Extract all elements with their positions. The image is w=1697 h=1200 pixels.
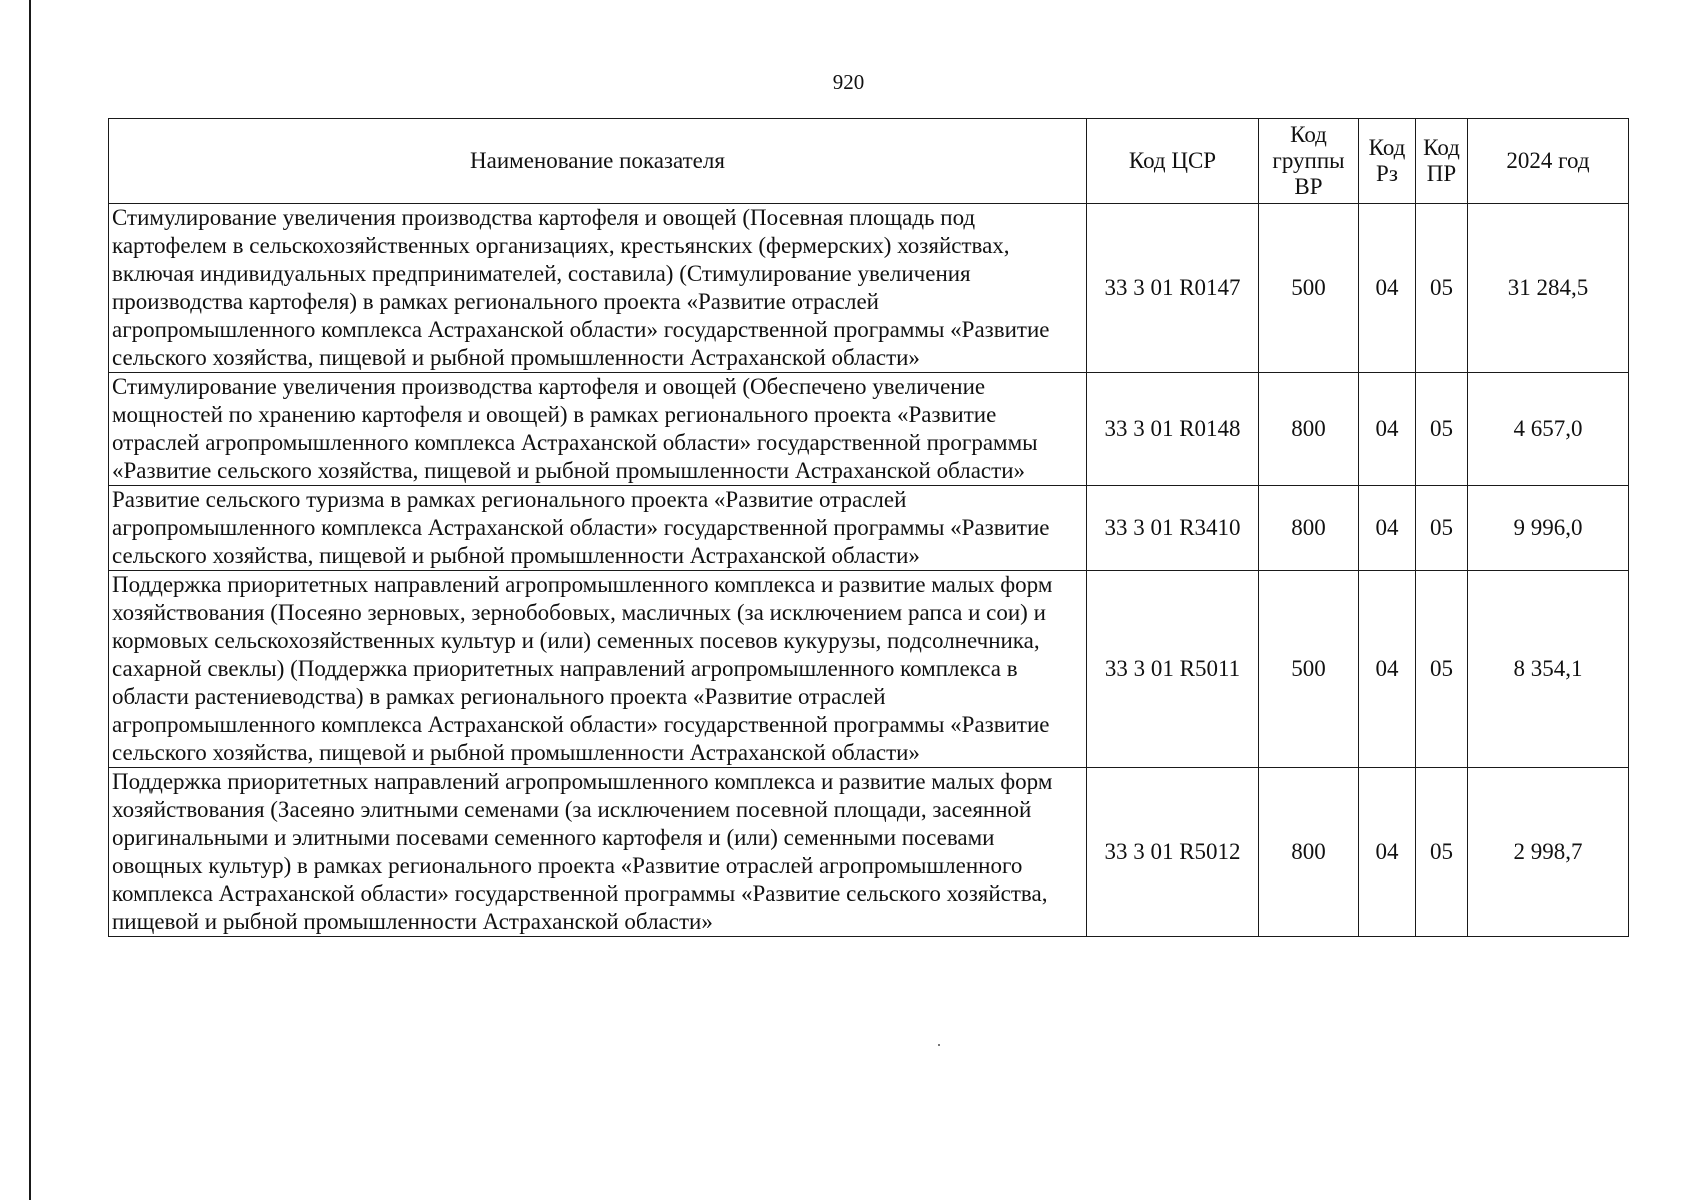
row-csr-cell: 33 3 01 R0147 [1087,204,1259,373]
row-csr-cell: 33 3 01 R5012 [1087,768,1259,937]
table-header-row [109,119,1629,204]
row-amount-cell: 4 657,0 [1468,373,1629,486]
header-name: Наименование показателя [109,119,1087,204]
row-rz-cell: 04 [1359,373,1416,486]
row-vr-cell: 800 [1259,768,1359,937]
row-pr-cell: 05 [1416,204,1468,373]
row-csr-cell: 33 3 01 R0148 [1087,373,1259,486]
header-rz-code: Код Рз [1359,119,1416,204]
row-vr-cell: 800 [1259,486,1359,571]
row-pr-cell: 05 [1416,768,1468,937]
table-row [109,204,1629,373]
binding-margin-line [29,0,31,1200]
row-amount-cell: 8 354,1 [1468,571,1629,768]
row-csr-cell: 33 3 01 R3410 [1087,486,1259,571]
row-name-cell: Стимулирование увеличения производства картофеля и овощей (Обеспечено увеличение мощностей по хранению картофеля и овощей) в рамках регионального проекта «Развитие отраслей агропромышленного комплекса Астраханской области» государственной программы «Развитие сельского хозяйства, пищевой и рыбной промышленности Астраханской области» [109,373,1087,486]
row-pr-cell: 05 [1416,373,1468,486]
row-name-cell: Поддержка приоритетных направлений агропромышленного комплекса и развитие малых форм хозяйствования (Засеяно элитными семенами (за исключением посевной площади, засеянной оригинальными и элитными посевами семенного картофеля и (или) семенными посевами овощных культур) в рамках регионального проекта «Развитие отраслей агропромышленного комплекса Астраханской области» государственной программы «Развитие сельского хозяйства, пищевой и рыбной промышленности Астраханской области» [109,768,1087,937]
row-rz-cell: 04 [1359,486,1416,571]
row-csr-cell: 33 3 01 R5011 [1087,571,1259,768]
table-row [109,486,1629,571]
page-number: 920 [832,70,865,94]
row-amount-cell: 9 996,0 [1468,486,1629,571]
row-rz-cell: 04 [1359,768,1416,937]
row-rz-cell: 04 [1359,204,1416,373]
table-row [109,373,1629,486]
row-vr-cell: 800 [1259,373,1359,486]
row-vr-cell: 500 [1259,204,1359,373]
row-name-cell: Развитие сельского туризма в рамках регионального проекта «Развитие отраслей агропромышленного комплекса Астраханской области» государственной программы «Развитие сельского хозяйства, пищевой и рыбной промышленности Астраханской области» [109,486,1087,571]
row-name-cell: Стимулирование увеличения производства картофеля и овощей (Посевная площадь под картофелем в сельскохозяйственных организациях, крестьянских (фермерских) хозяйствах, включая индивидуальных предпринимателей, составила) (Стимулирование увеличения производства картофеля) в рамках регионального проекта «Развитие отраслей агропромышленного комплекса Астраханской области» государственной программы «Развитие сельского хозяйства, пищевой и рыбной промышленности Астраханской области» [109,204,1087,373]
row-vr-cell: 500 [1259,571,1359,768]
row-amount-cell: 31 284,5 [1468,204,1629,373]
scan-speck [938,1044,940,1046]
row-pr-cell: 05 [1416,571,1468,768]
row-pr-cell: 05 [1416,486,1468,571]
header-pr-code: Код ПР [1416,119,1468,204]
budget-table [108,118,1629,937]
row-name-cell: Поддержка приоритетных направлений агропромышленного комплекса и развитие малых форм хозяйствования (Посеяно зерновых, зернобобовых, масличных (за исключением рапса и сои) и кормовых сельскохозяйственных культур и (или) семенных посевов кукурузы, подсолнечника, сахарной свеклы) (Поддержка приоритетных направлений агропромышленного комплекса в области растениеводства) в рамках регионального проекта «Развитие отраслей агропромышленного комплекса Астраханской области» государственной программы «Развитие сельского хозяйства, пищевой и рыбной промышленности Астраханской области» [109,571,1087,768]
header-year: 2024 год [1468,119,1629,204]
table-row [109,768,1629,937]
table-row [109,571,1629,768]
header-vr-code: Код группы ВР [1259,119,1359,204]
header-csr-code: Код ЦСР [1087,119,1259,204]
row-rz-cell: 04 [1359,571,1416,768]
row-amount-cell: 2 998,7 [1468,768,1629,937]
